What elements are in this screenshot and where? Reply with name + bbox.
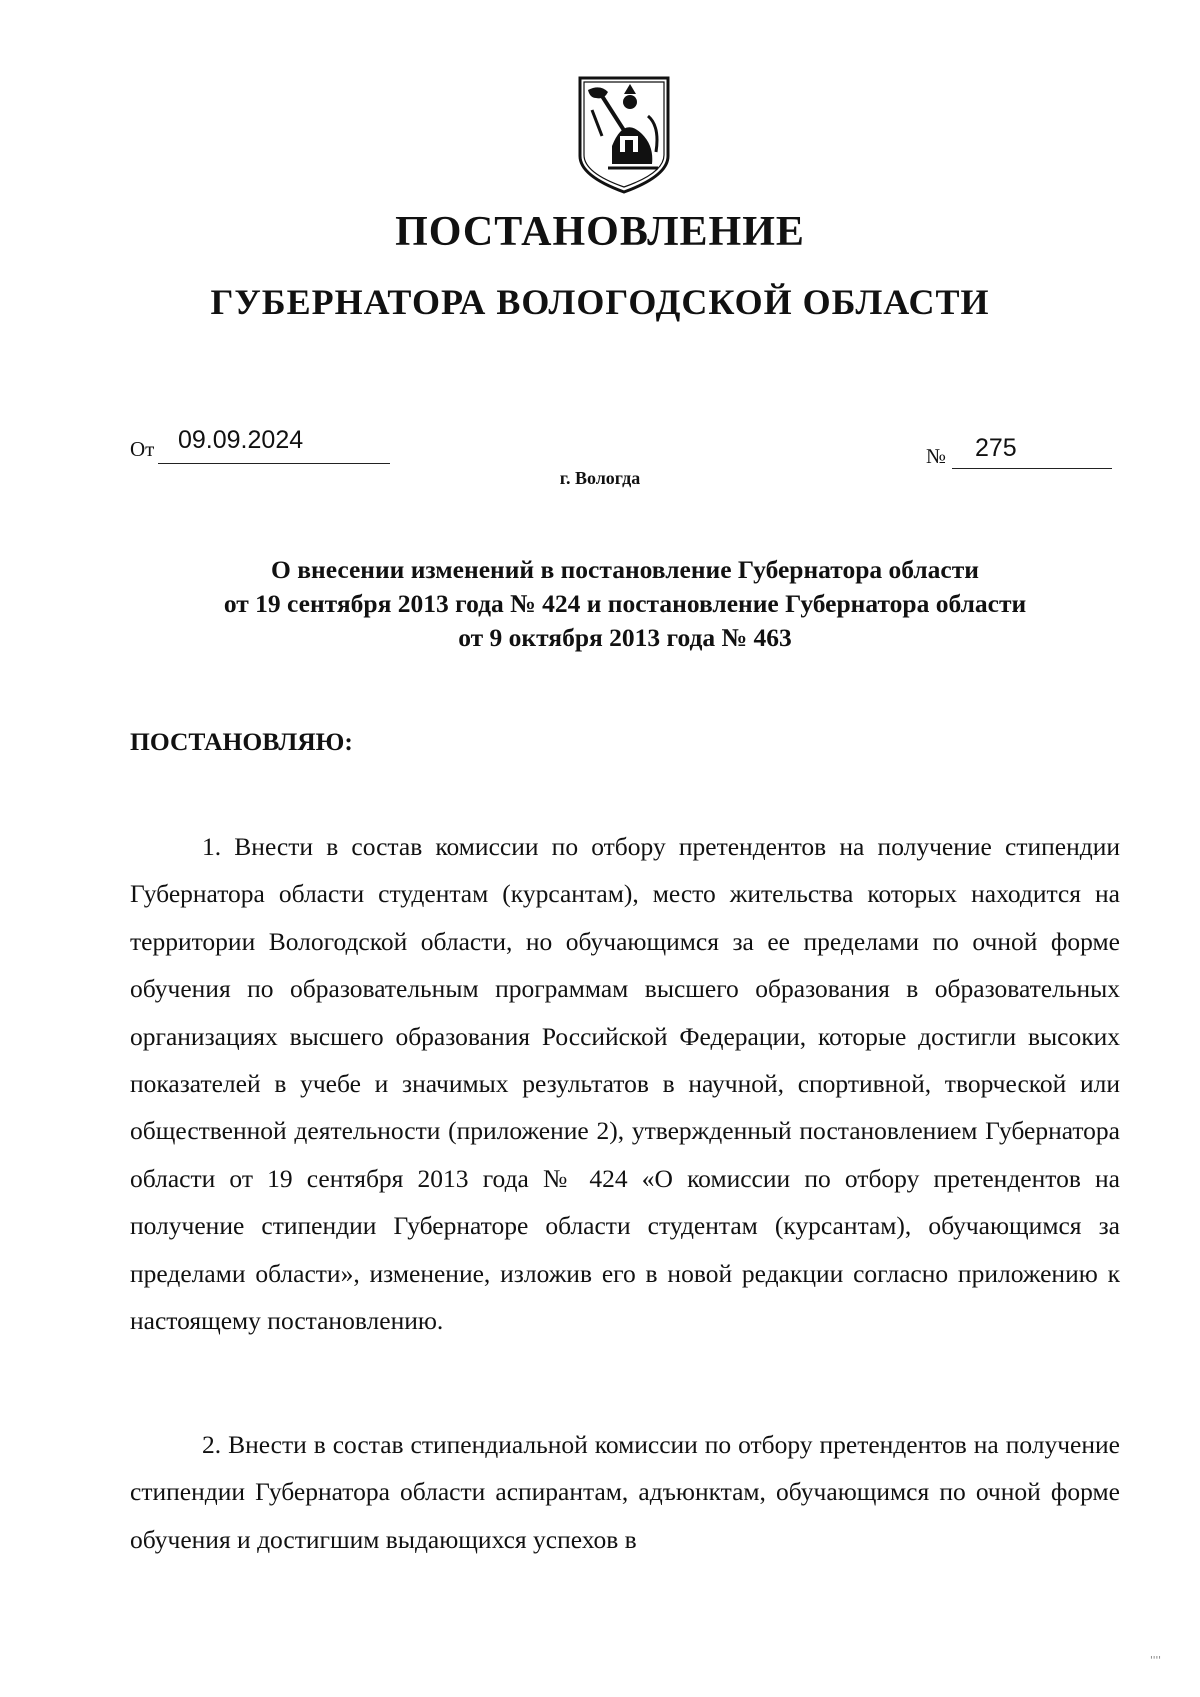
date-label: От: [130, 437, 155, 461]
subject-line: от 9 октября 2013 года № 463: [458, 623, 792, 652]
number-label: №: [926, 444, 947, 468]
document-title: ПОСТАНОВЛЕНИЕ: [395, 209, 805, 255]
paragraph-2: 2. Внести в состав стипендиальной комиссии по отбору претендентов на получение стипендии Губернатора области аспирантам, адъюнктам, обучающимся по очной форме обучения и достигшим выдающихся успехов в: [130, 1430, 1120, 1554]
date-underline: [158, 463, 390, 464]
document-number: 275: [975, 434, 1017, 462]
subject-line: от 19 сентября 2013 года № 424 и постановление Губернатора области: [223, 589, 1027, 618]
scan-mark: '''': [1150, 1655, 1161, 1666]
paragraph-1: 1. Внести в состав комиссии по отбору претендентов на получение стипендии Губернатора области студентам (курсантам), место жительства которых находится на территории Вологодской области, но обучающимся за ее пределами по очной форме обучения по образовательным программам высшего образования в образовательных организациях высшего образования Российской Федерации, которые достигли высоких показателей в учебе и значимых результатов в научной, спортивной, творческой или общественной деятельности (приложение 2), утвержденный постановлением Губернатора области от 19 сентября 2013 года № 424 «О комиссии по отбору претендентов на получение стипендии Губернаторе области студентам (курсантам), обучающимся за пределами области», изменение, изложив его в новой редакции согласно приложению к настоящему постановлению.: [130, 832, 1120, 1336]
coat-of-arms-icon: [578, 76, 670, 194]
document-subject: [0, 553, 1200, 655]
subject-line: О внесении изменений в постановление Губернатора области: [271, 555, 979, 584]
document-subtitle: ГУБЕРНАТОРА ВОЛОГОДСКОЙ ОБЛАСТИ: [210, 282, 990, 322]
city-name: г. Вологда: [559, 468, 641, 488]
decree-heading: ПОСТАНОВЛЯЮ:: [130, 727, 353, 756]
document-date: 09.09.2024: [178, 426, 304, 454]
